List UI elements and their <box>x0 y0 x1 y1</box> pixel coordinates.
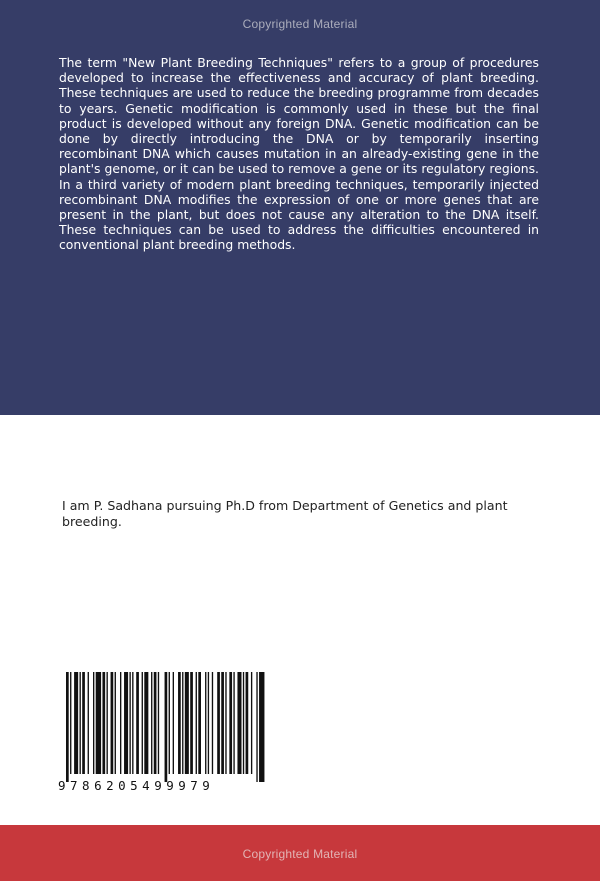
barcode-bar <box>233 672 234 774</box>
barcode-bar <box>243 672 244 774</box>
barcode-bar <box>115 672 116 774</box>
barcode-bar <box>88 672 89 774</box>
barcode-bar <box>74 672 78 774</box>
barcode-bar <box>144 672 148 774</box>
barcode-bar <box>93 672 94 774</box>
barcode-bar <box>182 672 183 774</box>
barcode-bar <box>185 672 189 774</box>
barcode-bar <box>237 672 241 774</box>
barcode-bar <box>198 672 201 774</box>
barcode-bar <box>178 672 181 774</box>
barcode-bar <box>120 672 121 774</box>
barcode-bar <box>102 672 105 774</box>
barcode-bar <box>196 672 197 774</box>
barcode-bars <box>56 664 268 782</box>
watermark-top: Copyrighted Material <box>242 17 358 31</box>
barcode-bar <box>212 672 213 774</box>
barcode-bar <box>158 672 159 774</box>
barcode-bar <box>208 672 209 774</box>
barcode-bar <box>80 672 81 774</box>
barcode-bar <box>111 672 114 774</box>
barcode-bar <box>169 672 170 774</box>
barcode-bar <box>66 672 69 782</box>
barcode-bar <box>154 672 157 774</box>
book-blurb: The term "New Plant Breeding Techniques" refers to a group of procedures developed to increase the effectiveness and accuracy of plant breeding. These techniques are used to reduce the breeding programme from decades to years. Genetic modification is commonly used in these but the final product is developed without any foreign DNA. Genetic modification can be done by directly introducing the DNA or by temporarily inserting recombinant DNA which causes mutation in an already-existing gene in the plant's genome, or it can be used to remove a gene or its regulatory regions. In a third variety of modern plant breeding techniques, temporarily injected recombinant DNA modifies the expression of one or more genes that are present in the plant, but does not cause any alteration to the DNA itself. These techniques can be used to address the difficulties encountered in conventional plant breeding methods. <box>59 55 539 253</box>
watermark-bottom: Copyrighted Material <box>242 847 358 861</box>
barcode-bar <box>251 672 252 774</box>
barcode-bar <box>165 672 168 782</box>
barcode-bar <box>259 672 264 782</box>
barcode-bar <box>221 672 224 774</box>
barcode-bar <box>129 672 130 774</box>
author-bio: I am P. Sadhana pursuing Ph.D from Department of Genetics and plant breeding. <box>62 498 508 529</box>
barcode-bar <box>256 672 257 782</box>
barcode-bar <box>124 672 128 774</box>
isbn-number: 9786205499979 <box>58 778 215 793</box>
barcode-bar <box>217 672 220 774</box>
barcode-bar <box>142 672 143 774</box>
barcode-bar <box>225 672 226 774</box>
barcode-bar <box>190 672 193 774</box>
barcode-bar <box>107 672 108 774</box>
barcode-bar <box>70 672 71 774</box>
barcode-bar <box>246 672 249 774</box>
barcode-bar <box>173 672 174 774</box>
barcode-bar <box>205 672 206 774</box>
barcode-bar <box>229 672 232 774</box>
barcode-bar <box>151 672 152 774</box>
barcode-bar <box>136 672 139 774</box>
barcode-bar <box>96 672 101 774</box>
barcode-bar <box>82 672 85 774</box>
barcode-bar <box>132 672 133 774</box>
